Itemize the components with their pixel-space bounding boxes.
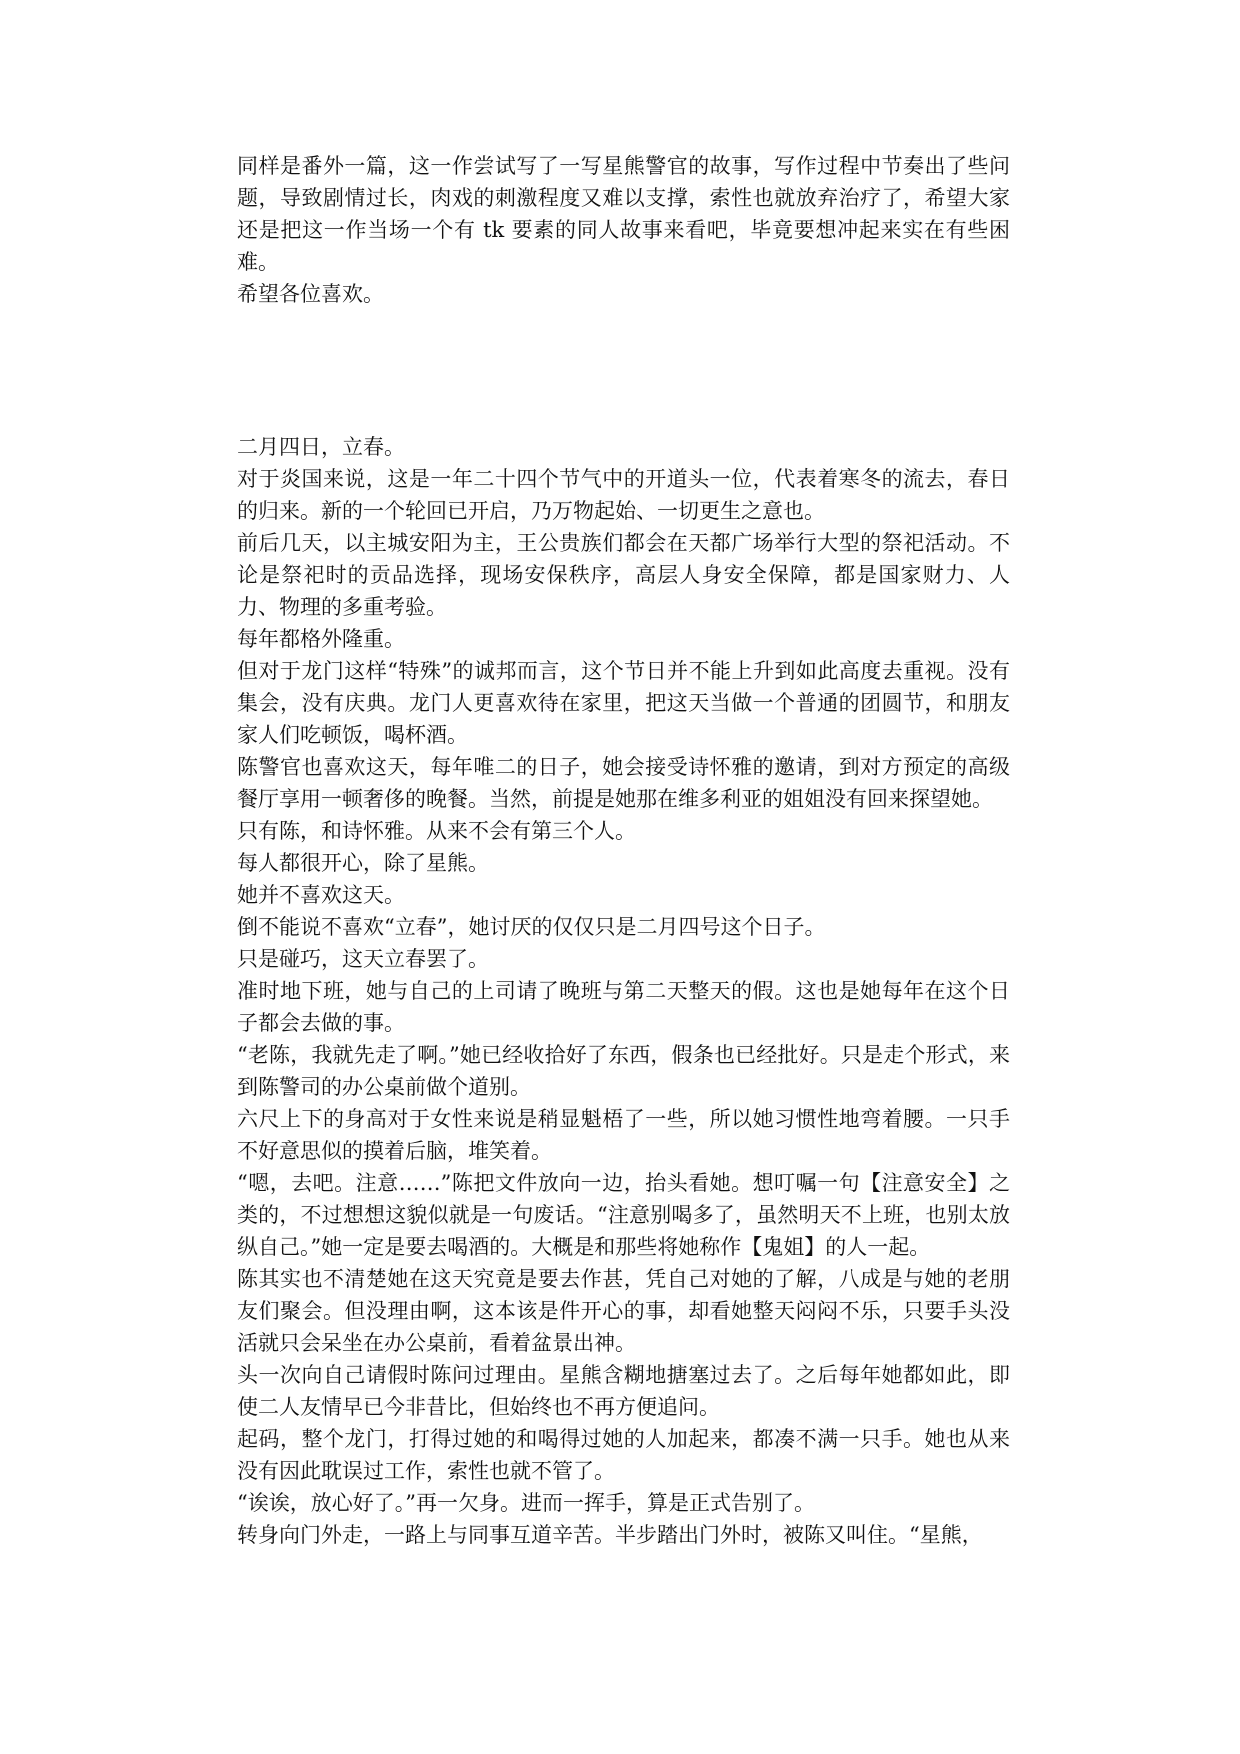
story-paragraph: 对于炎国来说，这是一年二十四个节气中的开道头一位，代表着寒冬的流去，春日的归来。新的一个轮回已开启，乃万物起始、一切更生之意也。 [237,467,1010,523]
story-paragraph: 六尺上下的身高对于女性来说是稍显魁梧了一些，所以她习惯性地弯着腰。一只手不好意思似的摸着后脑，堆笑着。 [237,1107,1010,1163]
author-note [237,150,1010,310]
story-paragraph: 倒不能说不喜欢“立春”，她讨厌的仅仅只是二月四号这个日子。 [237,915,826,939]
story-paragraph: 每年都格外隆重。 [237,627,405,651]
story-paragraph: “诶诶，放心好了。”再一欠身。进而一挥手，算是正式告别了。 [237,1491,815,1515]
document-page [237,150,1010,1551]
story-paragraph: 起码，整个龙门，打得过她的和喝得过她的人加起来，都凑不满一只手。她也从来没有因此耽误过工作，索性也就不管了。 [237,1427,1010,1483]
story-paragraph: “老陈，我就先走了啊。”她已经收拾好了东西，假条也已经批好。只是走个形式，来到陈警司的办公桌前做个道别。 [237,1043,1010,1099]
story-paragraph: 二月四日，立春。 [237,435,405,459]
story-paragraph: 只是碰巧，这天立春罢了。 [237,947,489,971]
section-gap [237,310,1010,431]
story-paragraph: 转身向门外走，一路上与同事互道辛苦。半步踏出门外时，被陈又叫住。“星熊， [237,1523,983,1547]
author-note-paragraph: 同样是番外一篇，这一作尝试写了一写星熊警官的故事，写作过程中节奏出了些问题，导致剧情过长，肉戏的刺激程度又难以支撑，索性也就放弃治疗了，希望大家还是把这一作当场一个有 tk 要素的同人故事来看吧，毕竟要想冲起来实在有些困难。 [237,154,1010,274]
author-note-paragraph: 希望各位喜欢。 [237,282,384,306]
story-paragraph: 陈警官也喜欢这天，每年唯二的日子，她会接受诗怀雅的邀请，到对方预定的高级餐厅享用一顿奢侈的晚餐。当然，前提是她那在维多利亚的姐姐没有回来探望她。 [237,755,1010,811]
story-body [237,431,1010,1551]
story-paragraph: 她并不喜欢这天。 [237,883,405,907]
story-paragraph: 陈其实也不清楚她在这天究竟是要去作甚，凭自己对她的了解，八成是与她的老朋友们聚会。但没理由啊，这本该是件开心的事，却看她整天闷闷不乐，只要手头没活就只会呆坐在办公桌前，看着盆景出神。 [237,1267,1010,1355]
story-paragraph: 头一次向自己请假时陈问过理由。星熊含糊地搪塞过去了。之后每年她都如此，即使二人友情早已今非昔比，但始终也不再方便追问。 [237,1363,1010,1419]
story-paragraph: 只有陈，和诗怀雅。从来不会有第三个人。 [237,819,636,843]
story-paragraph: 每人都很开心，除了星熊。 [237,851,489,875]
story-paragraph: 但对于龙门这样“特殊”的诚邦而言，这个节日并不能上升到如此高度去重视。没有集会，没有庆典。龙门人更喜欢待在家里，把这天当做一个普通的团圆节，和朋友家人们吃顿饭，喝杯酒。 [237,659,1010,747]
story-paragraph: 前后几天，以主城安阳为主，王公贵族们都会在天都广场举行大型的祭祀活动。不论是祭祀时的贡品选择，现场安保秩序，高层人身安全保障，都是国家财力、人力、物理的多重考验。 [237,531,1010,619]
story-paragraph: 准时地下班，她与自己的上司请了晚班与第二天整天的假。这也是她每年在这个日子都会去做的事。 [237,979,1010,1035]
story-paragraph: “嗯，去吧。注意……”陈把文件放向一边，抬头看她。想叮嘱一句【注意安全】之类的，不过想想这貌似就是一句废话。“注意别喝多了，虽然明天不上班，也别太放纵自己。”她一定是要去喝酒的。大概是和那些将她称作【鬼姐】的人一起。 [237,1171,1010,1259]
